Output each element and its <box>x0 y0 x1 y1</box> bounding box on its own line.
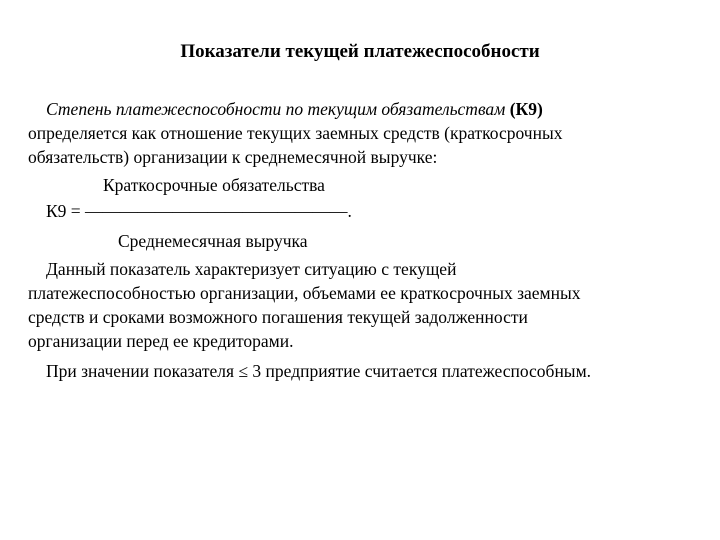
paragraph-2-line-1: Данный показатель характеризует ситуацию с текущей <box>46 259 457 279</box>
paragraph-2-line-2: платежеспособностью организации, объемами ее краткосрочных заемных <box>28 283 581 303</box>
page-title: Показатели текущей платежеспособности <box>180 41 540 62</box>
paragraph-1-line-1 <box>46 98 543 120</box>
paragraph-2-line-4: организации перед ее кредиторами. <box>28 331 294 351</box>
paragraph-2-line-3: средств и сроками возможного погашения текущей задолженности <box>28 307 528 327</box>
formula-lhs: К9 = ———————————————. <box>46 201 352 221</box>
indicator-code: (К9) <box>509 99 543 119</box>
paragraph-1-line-3: обязательств) организации к среднемесячной выручке: <box>28 147 438 167</box>
paragraph-1-line-2: определяется как отношение текущих заемных средств (краткосрочных <box>28 123 563 143</box>
indicator-term: Степень платежеспособности по текущим обязательствам <box>46 99 506 119</box>
formula-denominator: Среднемесячная выручка <box>118 231 308 251</box>
paragraph-3-line-1: При значении показателя ≤ 3 предприятие считается платежеспособным. <box>46 361 592 381</box>
formula-numerator: Краткосрочные обязательства <box>103 175 325 195</box>
